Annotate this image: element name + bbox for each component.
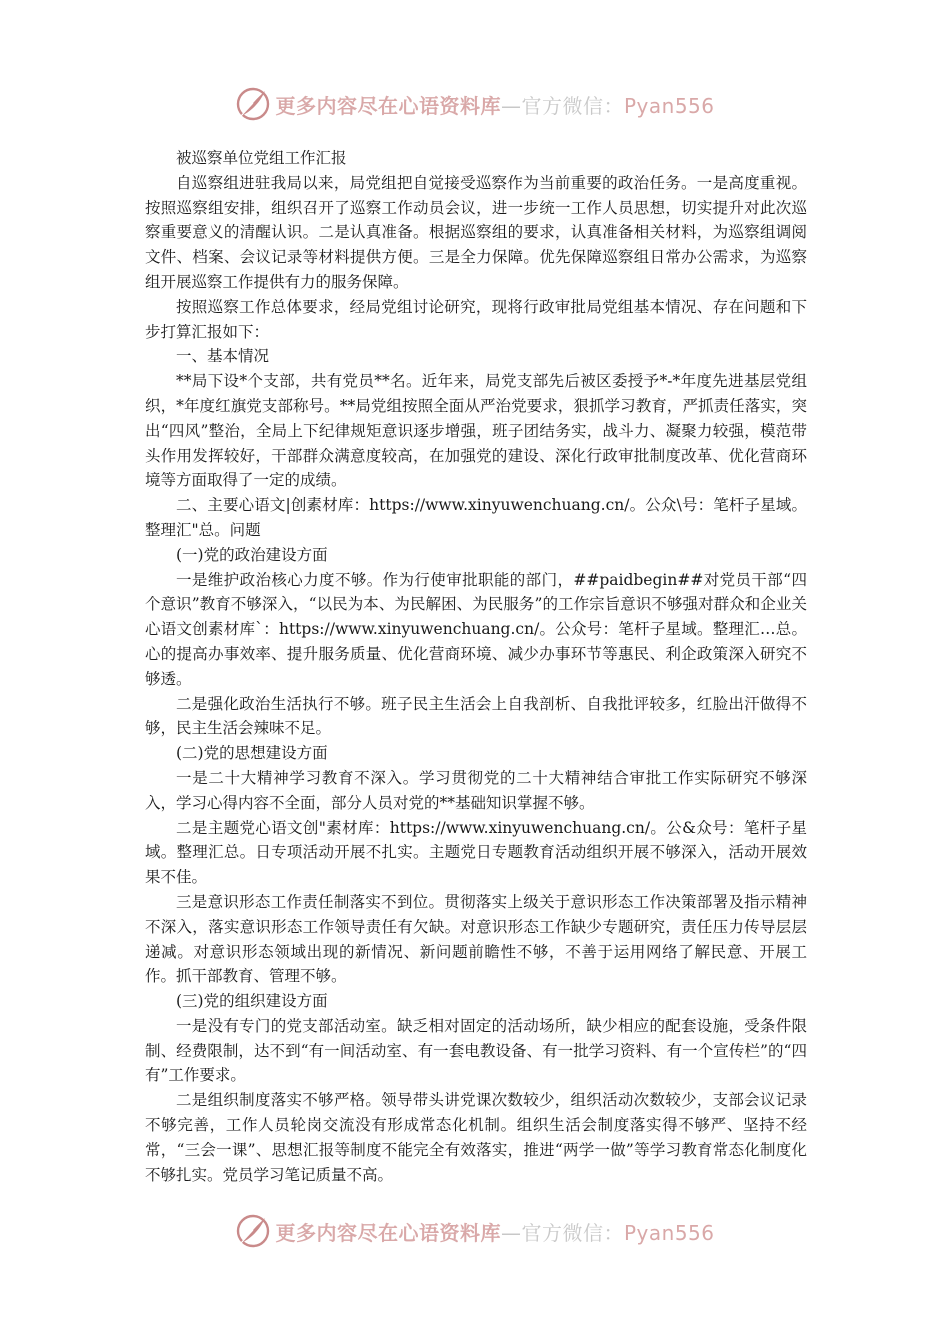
watermark-separator: — bbox=[500, 1220, 522, 1245]
paragraph: 自巡察组进驻我局以来，局党组把自觉接受巡察作为当前重要的政治任务。一是高度重视。按照巡察组安排，组织召开了巡察工作动员会议，进一步统一工作人员思想，切实提升对此次巡察重要意义的清醒认识。二是认真准备。根据巡察组的要求，认真准备相关材料，为巡察组调阅文件、档案、会议记录等材料提供方便。三是全力保障。优先保障巡察组日常办公需求，为巡察组开展巡察工作提供有力的服务保障。 bbox=[145, 173, 807, 291]
section-heading: 二、主要心语文|创素材库：https://www.xinyuwenchuang.cn/。公众\号：笔杆子星域。整理汇"总。问题 bbox=[145, 496, 807, 539]
watermark-banner-bottom bbox=[0, 1209, 950, 1253]
watermark-wechat-id: Pyan556 bbox=[623, 1220, 715, 1245]
paragraph: 二是强化政治生活执行不够。班子民主生活会上自我剖析、自我批评较多，红脸出汗做得不够，民主生活会辣味不足。 bbox=[145, 694, 807, 738]
watermark-official: 官方微信： bbox=[521, 93, 624, 118]
watermark-wechat-id: Pyan556 bbox=[623, 93, 715, 118]
quill-logo-icon bbox=[235, 86, 271, 122]
paragraph: 三是意识形态工作责任制落实不到位。贯彻落实上级关于意识形态工作决策部署及指示精神不深入，落实意识形态工作领导责任有欠缺。对意识形态工作缺少专题研究，责任压力传导层层递减。对意识形态领域出现的新情况、新问题前瞻性不够，不善于运用网络了解民意、开展工作。抓干部教育、管理不够。 bbox=[145, 892, 807, 986]
section-heading: 一、基本情况 bbox=[176, 347, 270, 366]
watermark-separator: — bbox=[500, 93, 522, 118]
quill-logo-icon bbox=[235, 1213, 271, 1249]
document-body bbox=[145, 146, 807, 1187]
paragraph: 一是二十大精神学习教育不深入。学习贯彻党的二十大精神结合审批工作实际研究不够深入，学习心得内容不全面，部分人员对党的**基础知识掌握不够。 bbox=[145, 768, 807, 812]
watermark-official: 官方微信： bbox=[521, 1220, 624, 1245]
subsection-heading: (三)党的组织建设方面 bbox=[176, 992, 328, 1011]
paragraph: 按照巡察工作总体要求，经局党组讨论研究，现将行政审批局党组基本情况、存在问题和下步打算汇报如下： bbox=[145, 297, 807, 341]
subsection-heading: (一)党的政治建设方面 bbox=[176, 545, 328, 564]
paragraph: 一是维护政治核心力度不够。作为行使审批职能的部门，##paidbegin##对党员干部“四个意识”教育不够深入，“以民为本、为民解困、为民服务”的工作宗旨意识不够强对群众和企业关心语文创素材库`：https://www.xinyuwenchuang.cn/。公众号：笔杆子星域。整理汇…总。心的提高办事效率、提升服务质量、优化营商环境、减少办事环节等惠民、利企政策深入研究不够透。 bbox=[145, 570, 807, 688]
document-title: 被巡察单位党组工作汇报 bbox=[176, 149, 347, 167]
watermark-banner-top bbox=[0, 82, 950, 126]
paragraph: 二是组织制度落实不够严格。领导带头讲党课次数较少，组织活动次数较少，支部会议记录不够完善，工作人员轮岗交流没有形成常态化机制。组织生活会制度落实得不够严、坚持不经常，“三会一课”、思想汇报等制度不能完全有效落实，推进“两学一做”等学习教育常态化制度化不够扎实。党员学习笔记质量不高。 bbox=[145, 1091, 807, 1184]
subsection-heading: (二)党的思想建设方面 bbox=[176, 744, 328, 763]
paragraph: 二是主题党心语文创"素材库：https://www.xinyuwenchuang.cn/。公&众号：笔杆子星域。整理汇总。日专项活动开展不扎实。主题党日专题教育活动组织开展不够深入，活动开展效果不佳。 bbox=[145, 818, 807, 887]
paragraph: **局下设*个支部，共有党员**名。近年来，局党支部先后被区委授予*-*年度先进基层党组织，*年度红旗党支部称号。**局党组按照全面从严治党要求，狠抓学习教育，严抓责任落实，突出“四风”整治，全局上下纪律规矩意识逐步增强，班子团结务实，战斗力、凝聚力较强，模范带头作用发挥较好，干部群众满意度较高，在加强党的建设、深化行政审批制度改革、优化营商环境等方面取得了一定的成绩。 bbox=[145, 372, 807, 490]
watermark-prefix: 更多内容尽在心语资料库 bbox=[275, 93, 501, 118]
watermark-prefix: 更多内容尽在心语资料库 bbox=[275, 1220, 501, 1245]
paragraph: 一是没有专门的党支部活动室。缺乏相对固定的活动场所，缺少相应的配套设施，受条件限制、经费限制，达不到“有一间活动室、有一套电教设备、有一批学习资料、有一个宣传栏”的“四有”工作要求。 bbox=[145, 1016, 807, 1085]
